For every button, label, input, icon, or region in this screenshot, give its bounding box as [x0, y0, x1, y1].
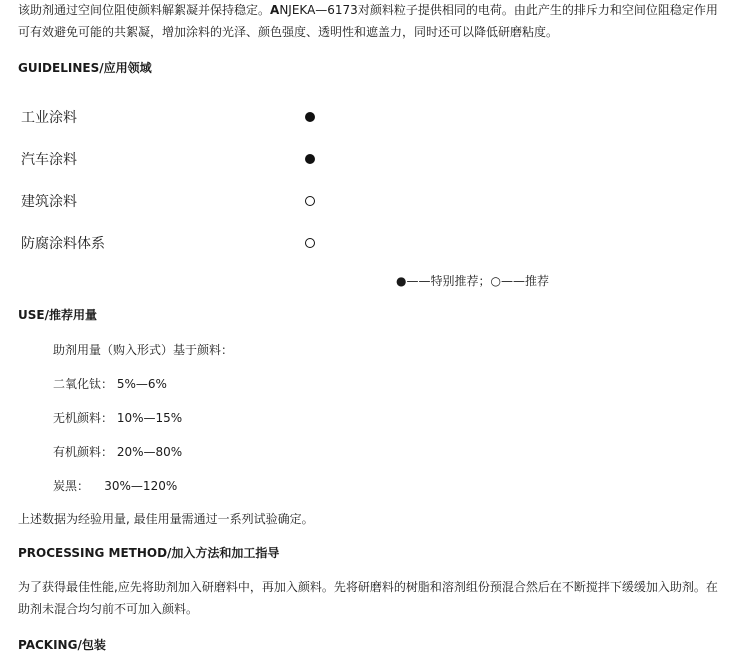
- usage-note: 上述数据为经验用量, 最佳用量需通过一系列试验确定。: [18, 512, 314, 526]
- intro-paragraph: [18, 0, 723, 43]
- processing-heading: PROCESSING METHOD/加入方法和加工指导: [18, 546, 280, 560]
- guideline-label: 汽车涂料: [21, 152, 77, 168]
- filled-circle-icon: [305, 112, 315, 122]
- packing-heading: PACKING/包装: [18, 638, 106, 652]
- usage-row-carbon-black: 炭黑： 30%—120%: [53, 479, 178, 493]
- intro-product-lead: A: [270, 3, 280, 17]
- guideline-row-architectural: [0, 192, 736, 212]
- usage-row-inorganic-pigment: 无机颜料： 10%—15%: [53, 411, 183, 425]
- usage-row-titanium-dioxide: 二氧化钛： 5%—6%: [53, 377, 167, 391]
- guideline-row-industrial: [0, 108, 736, 128]
- processing-paragraph: 为了获得最佳性能,应先将助剂加入研磨料中，再加入颜料。先将研磨料的树脂和溶剂组份预混合然后在不断搅拌下缓缓加入助剂。在助剂未混合均匀前不可加入颜料。: [18, 580, 718, 616]
- guideline-label: 建筑涂料: [21, 194, 77, 210]
- intro-text-after: NJEKA—6173对颜料粒子提供相同的电荷。由此产生的排斥力和空间位阻稳定作用可有效避免可能的共絮凝，增加涂料的光泽、颜色强度、透明性和遮盖力，同时还可以降低研磨粘度。: [18, 3, 718, 39]
- hollow-circle-icon: [305, 196, 315, 206]
- guideline-row-automotive: [0, 150, 736, 170]
- use-heading: USE/推荐用量: [18, 308, 97, 322]
- guideline-row-anticorrosion: [0, 234, 736, 254]
- filled-circle-icon: [305, 154, 315, 164]
- guideline-label: 防腐涂料体系: [21, 236, 105, 252]
- usage-row-organic-pigment: 有机颜料： 20%—80%: [53, 445, 183, 459]
- intro-text-before: 该助剂通过空间位阻使颜料解絮凝并保持稳定。: [18, 3, 271, 17]
- guidelines-heading: GUIDELINES/应用领域: [18, 61, 152, 75]
- recommendation-legend: ●——特别推荐；○——推荐: [396, 274, 549, 288]
- hollow-circle-icon: [305, 238, 315, 248]
- guideline-label: 工业涂料: [21, 110, 77, 126]
- usage-basis: 助剂用量（购入形式）基于颜料：: [53, 343, 234, 357]
